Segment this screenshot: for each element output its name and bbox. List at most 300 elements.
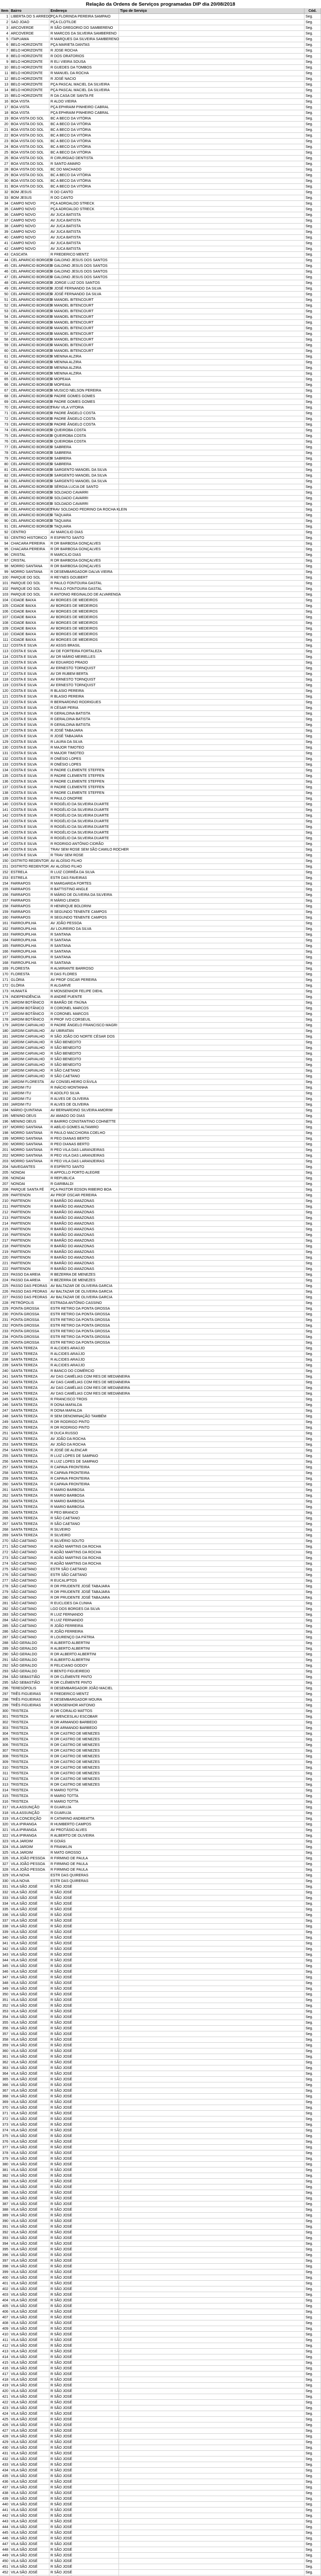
cell-endereco: R SANTANA (49, 960, 119, 966)
cell-item: 159 (0, 909, 10, 915)
cell-codigo: Seg. (305, 960, 321, 966)
cell-item: 49 (0, 286, 10, 292)
cell-endereco: ESTRADA ANTÔNIO CASSINO (49, 1300, 119, 1306)
table-row (0, 258, 321, 263)
cell-tipo (119, 1935, 305, 1941)
cell-bairro: COSTA E SILVA (10, 751, 49, 756)
cell-tipo (119, 1601, 305, 1606)
cell-bairro: VILA SÃO JOSÉ (10, 2451, 49, 2456)
cell-endereco: R SÃO JOSÉ (49, 2485, 119, 2490)
cell-item: 50 (0, 292, 10, 297)
cell-codigo: Seg. (305, 207, 321, 212)
cell-bairro: CEL APARICIO BORGES (11, 429, 52, 432)
cell-endereco: R DR CLÉMENTE PINTO (49, 1674, 119, 1680)
cell-item: 14 (0, 88, 10, 93)
cell-bairro: BELO HORIZONTE (10, 48, 49, 54)
cell-tipo (119, 2082, 305, 2088)
cell-endereco: R ALDO VIEIRA (49, 99, 119, 105)
cell-codigo: Seg. (305, 1669, 321, 1674)
cell-codigo: Seg. (305, 1697, 321, 1703)
cell-bairro: SÃO CAETANO (10, 1561, 49, 1567)
cell-endereco: AV BORGES DE MEDEIROS (49, 637, 119, 643)
cell-bairro: VILA SÃO JOSÉ (10, 1975, 49, 1980)
cell-tipo (119, 1533, 305, 1538)
cell-tipo (119, 1062, 305, 1068)
cell-item: 157 (0, 898, 10, 904)
cell-tipo (119, 728, 305, 734)
cell-endereco: R MANOEL BITENCOURT (49, 314, 119, 320)
table-row (0, 201, 321, 207)
table-row (0, 1028, 321, 1034)
table-row (0, 1935, 321, 1941)
cell-tipo (119, 535, 305, 541)
cell-item: 31 (0, 184, 10, 190)
cell-bairro: SANTA TEREZA (10, 1380, 49, 1385)
cell-item: 365 (0, 2077, 10, 2082)
cell-codigo: Seg. (305, 2456, 321, 2462)
cell-item: 423 (0, 2405, 10, 2411)
cell-endereco: R QUEIROBA COSTA (49, 433, 119, 439)
table-row (0, 1686, 321, 1691)
cell-item: 324 (0, 1844, 10, 1850)
cell-item: 311 (0, 1771, 10, 1776)
cell-bairro: COSTA E SILVA (10, 700, 49, 705)
cell-tipo (119, 156, 305, 161)
table-row (0, 1283, 321, 1289)
cell-item: 6 (0, 42, 10, 48)
cell-item: 79 (0, 456, 10, 462)
cell-item: 149 (0, 853, 10, 858)
cell-endereco: R PROF IVO CORSEUIL (49, 1017, 119, 1023)
cell-codigo: Seg. (305, 388, 321, 394)
cell-item: 62 (0, 360, 10, 365)
cell-codigo: Seg. (305, 422, 321, 428)
cell-bairro: JARDIM BOTÂNICO (10, 1000, 49, 1006)
table-row (0, 705, 321, 711)
cell-bairro: PASSO DAS PEDRAS (10, 1283, 49, 1289)
cell-codigo: Seg. (305, 1385, 321, 1391)
cell-item: 91 (0, 524, 10, 530)
cell-item: 124 (0, 711, 10, 717)
cell-bairro: COSTA E SILVA (10, 824, 49, 830)
service-order-table (0, 8, 321, 2576)
table-row (0, 1918, 321, 1924)
cell-endereco: R SANTANA (49, 943, 119, 949)
cell-tipo (119, 2116, 305, 2122)
cell-bairro: VILA SÃO JOSÉ (10, 2490, 49, 2496)
cell-item: 380 (0, 2162, 10, 2167)
cell-item: 63 (0, 365, 10, 371)
cell-tipo (119, 1040, 305, 1045)
cell-codigo: Seg. (305, 1918, 321, 1924)
cell-item: 304 (0, 1731, 10, 1737)
cell-endereco: R MENINA ALZIRA (49, 365, 119, 371)
cell-item: 259 (0, 1476, 10, 1482)
cell-item: 65 (0, 377, 10, 382)
cell-codigo: Seg. (305, 456, 321, 462)
cell-bairro: VILA SÃO JOSÉ (10, 2037, 49, 2043)
cell-tipo (119, 275, 305, 280)
cell-endereco: R SÃO BENEDITO (49, 1057, 119, 1062)
cell-codigo: Seg. (305, 756, 321, 762)
cell-item: 99 (0, 569, 10, 575)
cell-tipo (119, 683, 305, 688)
cell-bairro: JARDIM ITU (10, 1085, 49, 1091)
cell-bairro: SANTA TEREZA (10, 1465, 49, 1470)
cell-endereco: AV BORGES DE MEDEIROS (49, 598, 119, 603)
cell-tipo (119, 558, 305, 564)
cell-item: 264 (0, 1504, 10, 1510)
cell-item: 214 (0, 1221, 10, 1227)
cell-bairro: VILA SÃO JOSÉ (10, 2485, 49, 2490)
cell-bairro: SANTA TEREZA (10, 1487, 49, 1493)
cell-codigo: Seg. (305, 1788, 321, 1793)
cell-endereco: R BARÃO DO AMAZONAS (49, 1227, 119, 1232)
table-row (0, 688, 321, 694)
cell-endereco: R SÃO BENEDITO (49, 1051, 119, 1057)
table-row (0, 161, 321, 167)
cell-tipo (119, 1028, 305, 1034)
cell-codigo: Seg. (305, 416, 321, 422)
cell-endereco: R PADRE CLEMENTE STEFFEN (49, 790, 119, 796)
cell-endereco: R DR CLÉMENTE PINTO (49, 1680, 119, 1686)
cell-bairro: VILA SÃO JOSÉ (10, 2473, 49, 2479)
cell-tipo (119, 2139, 305, 2145)
cell-bairro: NAVEGANTES (10, 1164, 49, 1170)
table-row (0, 2513, 321, 2519)
cell-codigo: Seg. (305, 734, 321, 739)
cell-tipo (119, 2309, 305, 2315)
cell-codigo: Seg. (305, 1572, 321, 1578)
cell-endereco: BC A BECO DA VITÓRIA (49, 127, 119, 133)
cell-codigo: Seg. (305, 1561, 321, 1567)
cell-tipo (119, 2156, 305, 2162)
cell-bairro: VILA SÃO JOSÉ (10, 2258, 49, 2264)
cell-endereco: R SÃO JOSÉ (49, 2496, 119, 2502)
cell-tipo (119, 2502, 305, 2507)
cell-codigo: Seg. (305, 2320, 321, 2326)
table-row (0, 1068, 321, 1074)
cell-codigo: Seg. (305, 1912, 321, 1918)
cell-tipo (119, 184, 305, 190)
table-row (0, 1907, 321, 1912)
cell-item: 60 (0, 348, 10, 354)
cell-bairro: PARTENON (10, 1238, 49, 1244)
cell-tipo (119, 280, 305, 286)
table-row (0, 1210, 321, 1215)
cell-item: 194 (0, 1108, 10, 1113)
cell-endereco: R SÃO JOSÉ (49, 2377, 119, 2383)
cell-tipo (119, 858, 305, 864)
table-row (0, 1357, 321, 1363)
table-row (0, 626, 321, 632)
cell-codigo: Seg. (305, 1708, 321, 1714)
cell-item: 191 (0, 1091, 10, 1096)
table-row (0, 518, 321, 524)
cell-bairro: VILA SÃO JOSÉ (10, 2434, 49, 2439)
cell-tipo (119, 1652, 305, 1657)
cell-tipo (119, 14, 305, 20)
cell-codigo: Seg. (305, 439, 321, 445)
cell-bairro: VILA JOÃO PESSOA (10, 1867, 49, 1873)
cell-codigo: Seg. (305, 1085, 321, 1091)
cell-item: 328 (0, 1867, 10, 1873)
table-row (0, 1731, 321, 1737)
cell-bairro: CEL APARICIO BORGES (11, 423, 52, 427)
cell-tipo (119, 1493, 305, 1499)
cell-bairro: VILA SÃO JOSÉ (10, 2167, 49, 2173)
cell-endereco: R SANTO AMARO (49, 161, 119, 167)
cell-item: 93 (0, 535, 10, 541)
cell-codigo: Seg. (305, 1363, 321, 1368)
cell-endereco: ESTR SÃO CAETANO (49, 1567, 119, 1572)
cell-bairro: SÃO CAETANO (10, 1572, 49, 1578)
cell-endereco: R PADRE ÂNGELO COSTA (49, 416, 119, 422)
cell-item: 76 (0, 439, 10, 445)
cell-endereco: R SANTANA (49, 949, 119, 955)
cell-endereco: R BAIRRO CONSTANTINO COHNETTE (49, 1119, 119, 1125)
cell-codigo: Seg. (305, 1346, 321, 1351)
cell-codigo: Seg. (305, 1771, 321, 1776)
cell-tipo (119, 983, 305, 989)
cell-tipo (119, 1833, 305, 1839)
cell-bairro: PONTA GROSSA (10, 1323, 49, 1329)
table-row (0, 603, 321, 609)
cell-codigo: Seg. (305, 694, 321, 700)
table-row (0, 790, 321, 796)
cell-endereco: R SÃO GREGORIO DO SAMBERENO (49, 25, 119, 31)
cell-item: 442 (0, 2513, 10, 2519)
cell-bairro: TERESÓPOLIS (10, 1686, 49, 1691)
cell-codigo: Seg. (305, 2156, 321, 2162)
cell-codigo: Seg. (305, 2009, 321, 2014)
cell-item: 133 (0, 762, 10, 768)
cell-item: 59 (0, 343, 10, 348)
cell-tipo (119, 1878, 305, 1884)
cell-codigo: Seg. (305, 42, 321, 48)
cell-endereco: R CAPAVA FRONTEIRA (49, 1465, 119, 1470)
cell-endereco: PÇA FLORINDA PEREIRA SAMPAIO (49, 14, 119, 20)
cell-endereco: R GUARUJA (49, 1805, 119, 1810)
cell-endereco: BC A BECO DA VITÓRIA (49, 139, 119, 144)
cell-codigo: Seg. (305, 1793, 321, 1799)
cell-tipo (119, 1414, 305, 1419)
table-row (0, 1153, 321, 1159)
cell-codigo: Seg. (305, 110, 321, 116)
cell-endereco: R PEO DIANAS BERTO (49, 1136, 119, 1142)
table-row (0, 1890, 321, 1895)
cell-tipo (119, 2377, 305, 2383)
table-row (0, 1980, 321, 1986)
cell-tipo (119, 1555, 305, 1561)
cell-codigo: Seg. (305, 881, 321, 887)
cell-tipo (119, 892, 305, 898)
cell-item: 87 (0, 501, 10, 507)
cell-tipo (119, 756, 305, 762)
table-row (0, 1969, 321, 1975)
cell-bairro: CEL APARICIO BORGES (11, 525, 52, 529)
cell-codigo: Seg. (305, 926, 321, 932)
cell-codigo: Seg. (305, 2349, 321, 2354)
cell-endereco: BC A BECO DA VITÓRIA (49, 116, 119, 122)
cell-bairro: TRISTEZA (10, 1737, 49, 1742)
cell-endereco: AV ALOÍSIO FILHO (49, 858, 119, 864)
table-row (0, 2139, 321, 2145)
cell-bairro: VILA SÃO JOSÉ (10, 1895, 49, 1901)
cell-codigo: Seg. (305, 2116, 321, 2122)
cell-codigo: Seg. (305, 2258, 321, 2264)
cell-tipo (119, 507, 305, 513)
cell-bairro: DISTRITO REDENTOR (11, 859, 49, 863)
table-row (0, 2184, 321, 2190)
cell-endereco: R SÃO JOSÉ (49, 2173, 119, 2179)
table-row (0, 48, 321, 54)
cell-item: 173 (0, 989, 10, 994)
cell-bairro: SÃO CAETANO (10, 1584, 49, 1589)
cell-endereco: AV ALOÍSIO FILHO (49, 864, 119, 870)
cell-tipo (119, 1397, 305, 1402)
cell-endereco: R BARÃO DO AMAZONAS (49, 1232, 119, 1238)
cell-codigo: Seg. (305, 1057, 321, 1062)
cell-endereco: R BARÃO DO AMAZONAS (49, 1204, 119, 1210)
cell-bairro: CEL APARICIO BORGES (11, 514, 52, 517)
cell-codigo: Seg. (305, 286, 321, 292)
cell-codigo: Seg. (305, 1589, 321, 1595)
cell-item: 5 (0, 37, 10, 42)
cell-bairro: VILA SÃO JOSÉ (10, 2162, 49, 2167)
cell-tipo (119, 1153, 305, 1159)
cell-bairro: MORRO SANTANA (10, 1147, 49, 1153)
cell-bairro: SÃO CAETANO (10, 1623, 49, 1629)
cell-tipo (119, 2162, 305, 2167)
cell-bairro: VILA SÃO JOSÉ (10, 2105, 49, 2111)
table-row (0, 479, 321, 484)
table-row (0, 144, 321, 150)
cell-endereco: R CORONEL MARCOS (49, 1011, 119, 1017)
cell-tipo (119, 207, 305, 212)
table-row (0, 326, 321, 331)
cell-codigo: Seg. (305, 1204, 321, 1210)
cell-endereco: ESTR RETIRO DA PONTA GROSSA (49, 1334, 119, 1340)
cell-bairro: VILA SÃO JOSÉ (10, 1912, 49, 1918)
cell-codigo: Seg. (305, 1125, 321, 1130)
cell-endereco: R MANOEL BITENCOURT (49, 348, 119, 354)
cell-endereco: R PADRE GOMES GOMES (49, 399, 119, 405)
cell-tipo (119, 2167, 305, 2173)
table-row (0, 1130, 321, 1136)
table-row (0, 2252, 321, 2258)
cell-tipo (119, 575, 305, 581)
cell-codigo: Seg. (305, 524, 321, 530)
table-row (0, 2473, 321, 2479)
cell-bairro: VILA SÃO JOSÉ (10, 2031, 49, 2037)
cell-codigo: Seg. (305, 246, 321, 252)
table-row (0, 2247, 321, 2252)
cell-codigo: Seg. (305, 1040, 321, 1045)
table-row (0, 943, 321, 949)
cell-codigo: Seg. (305, 1527, 321, 1533)
cell-bairro: SANTA TEREZA (10, 1521, 49, 1527)
cell-codigo: Seg. (305, 1147, 321, 1153)
cell-bairro: BOA VISTA DO SOL (10, 139, 49, 144)
cell-endereco: R FRANCISCO TROIS (49, 1397, 119, 1402)
cell-endereco: R QUEIROBA COSTA (49, 428, 119, 433)
cell-codigo: Seg. (305, 870, 321, 875)
cell-tipo (119, 241, 305, 246)
cell-endereco: R LUIZ LOPES DE SAMPAIO (49, 1453, 119, 1459)
cell-bairro: INDEPENDÊNCIA (10, 994, 49, 1000)
cell-endereco: R MARIO BARBOSA (49, 1499, 119, 1504)
cell-codigo: Seg. (305, 1102, 321, 1108)
cell-item: 445 (0, 2530, 10, 2536)
cell-codigo: Seg. (305, 671, 321, 677)
cell-tipo (119, 1986, 305, 1992)
cell-bairro: COSTA E SILVA (10, 649, 49, 654)
cell-endereco: R SÃO JOSÉ (49, 1907, 119, 1912)
cell-codigo: Seg. (305, 354, 321, 360)
cell-endereco: R MANOEL BITENCOURT (49, 309, 119, 314)
cell-item: 332 (0, 1890, 10, 1895)
cell-endereco: R SÃO JOSÉ (49, 2371, 119, 2377)
cell-bairro: VILA SÃO JOSÉ (10, 2405, 49, 2411)
table-row (0, 1924, 321, 1929)
cell-codigo: Seg. (305, 292, 321, 297)
cell-codigo: Seg. (305, 252, 321, 258)
cell-endereco: R DO CANTO (49, 190, 119, 195)
table-row (0, 711, 321, 717)
cell-item: 33 (0, 195, 10, 201)
cell-bairro: VILA SÃO JOSÉ (10, 2003, 49, 2009)
cell-item: 172 (0, 983, 10, 989)
cell-bairro: BELO HORIZONTE (10, 54, 49, 59)
table-row (0, 1346, 321, 1351)
cell-bairro: MORRO SANTANA (10, 1153, 49, 1159)
cell-tipo (119, 2111, 305, 2116)
cell-codigo: Seg. (305, 1159, 321, 1164)
cell-tipo (119, 994, 305, 1000)
cell-tipo (119, 1380, 305, 1385)
cell-tipo (119, 1907, 305, 1912)
cell-endereco: R DR PRUDENTE JOSÉ TABAJARA (49, 1595, 119, 1601)
cell-item: 265 (0, 1510, 10, 1516)
cell-endereco: R SÃO JOSÉ (49, 2190, 119, 2196)
cell-item: 366 (0, 2082, 10, 2088)
cell-tipo (119, 768, 305, 773)
cell-codigo: Seg. (305, 824, 321, 830)
cell-endereco: R MANOEL BITENCOURT (49, 326, 119, 331)
cell-codigo: Seg. (305, 428, 321, 433)
cell-codigo: Seg. (305, 1516, 321, 1521)
cell-codigo: Seg. (305, 1907, 321, 1912)
cell-tipo (119, 1096, 305, 1102)
table-row (0, 1555, 321, 1561)
cell-item: 246 (0, 1402, 10, 1408)
cell-bairro: VILA SÃO JOSÉ (10, 2547, 49, 2553)
cell-bairro: VILA SÃO JOSÉ (10, 2417, 49, 2422)
cell-endereco: R SÃO JOSÉ (49, 2320, 119, 2326)
cell-endereco: R SÃO JOSÉ (49, 2502, 119, 2507)
table-row (0, 2349, 321, 2354)
cell-codigo: Seg. (305, 569, 321, 575)
cell-endereco: R SARGENTO MANOEL DA SILVA (49, 473, 119, 479)
cell-codigo: Seg. (305, 1975, 321, 1980)
cell-endereco: PÇA MARIETA DANTAS (49, 42, 119, 48)
cell-item: 94 (0, 541, 10, 547)
cell-codigo: Seg. (305, 2507, 321, 2513)
cell-bairro: FARROUPILHA (10, 926, 49, 932)
cell-tipo (119, 1221, 305, 1227)
table-row (0, 1108, 321, 1113)
